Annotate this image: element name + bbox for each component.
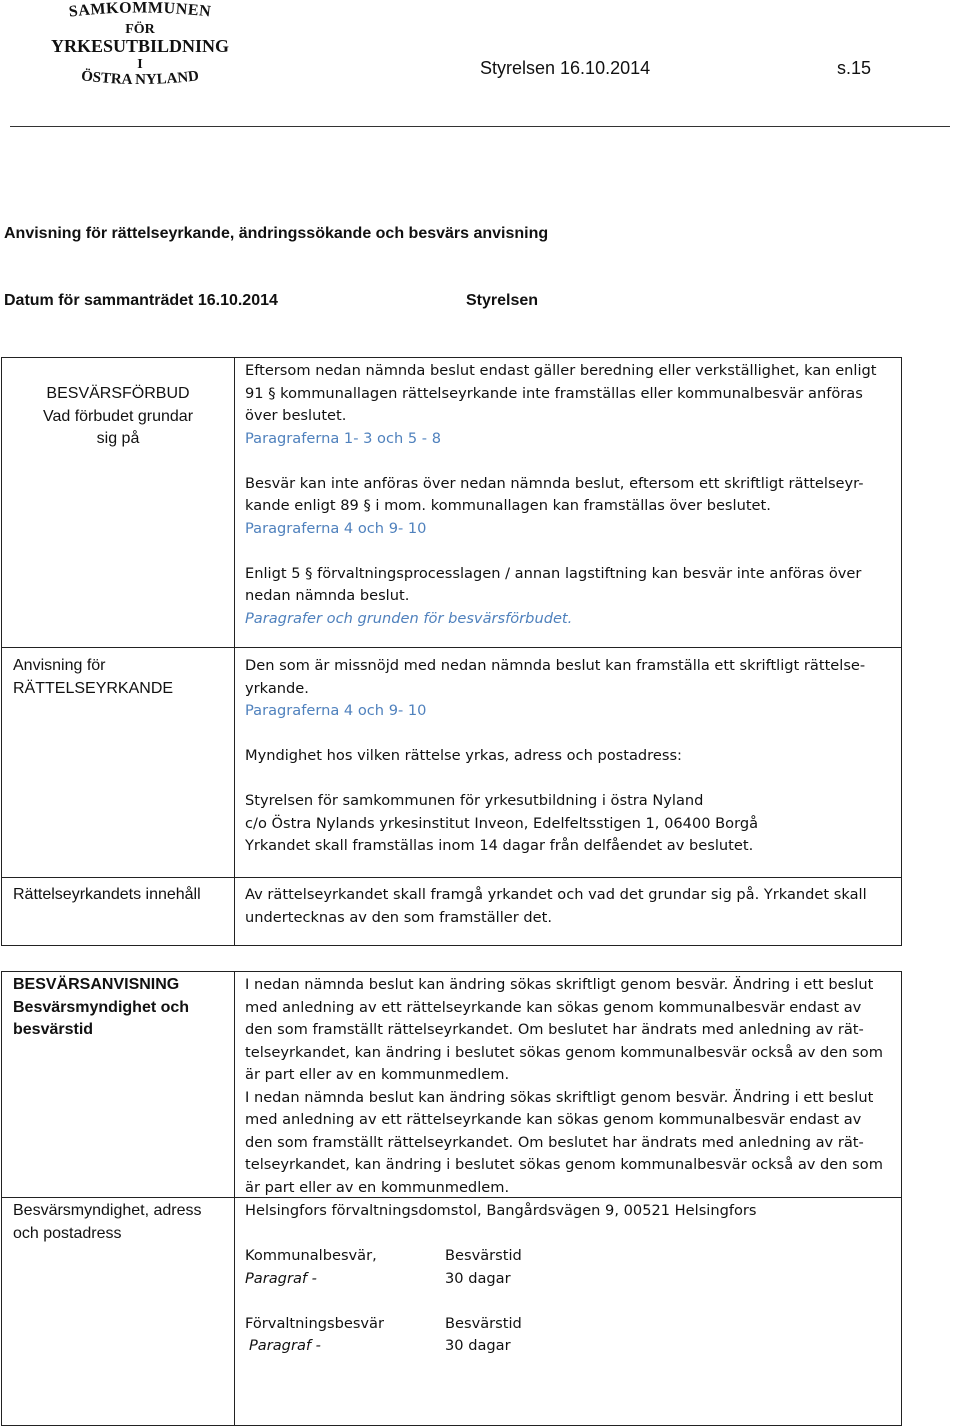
besvarsanvisning-text xyxy=(245,974,893,1199)
text-line: telseyrkandet, kan ändring i beslutet sökas genom kommunalbesvär också av den som xyxy=(245,1043,883,1061)
text-line: Den som är missnöjd med nedan nämnda beslut kan framställa ett skriftligt rättelse- xyxy=(245,657,866,674)
logo-line-1: SAMKOMMUNEN xyxy=(67,0,212,21)
besvarsmyndighet-label-line: Besvärsmyndighet, adress xyxy=(13,1202,202,1219)
svg-text:SAMKOMMUNEN xyxy=(68,0,212,21)
besvarsmyndighet-label xyxy=(13,1200,202,1245)
text-line: kande enligt 89 § i mom. kommunallagen kan framställas över beslutet. xyxy=(245,497,771,514)
paragraph-reference: Paragraferna 4 och 9- 10 xyxy=(245,519,427,537)
rattelse-text-cell xyxy=(235,648,902,878)
logo-line-5: ÖSTRA NYLAND xyxy=(80,68,200,89)
text-line: den som framställt rättelseyrkandet. Om beslutet har ändrats med anledning av rät- xyxy=(245,1133,864,1151)
text-line: med anledning av ett rättelseyrkande kan sökas genom kommunalbesvär endast av xyxy=(245,998,862,1016)
besvarsforbud-label xyxy=(2,383,234,451)
text-line: I nedan nämnda beslut kan ändring sökas skriftligt genom besvär. Ändring i ett beslut xyxy=(245,1088,874,1106)
paragraph-reference: Paragraferna 4 och 9- 10 xyxy=(245,702,427,719)
besvarsanvisning-sub-line: besvärstid xyxy=(13,1021,94,1038)
innehall-label: Rättelseyrkandets innehåll xyxy=(13,886,201,903)
paragraph-reference: Paragrafer och grunden för besvärsförbudet. xyxy=(245,609,573,627)
appeal-type: Kommunalbesvär, xyxy=(245,1247,377,1264)
besvarsforbud-label-cell xyxy=(2,358,235,648)
appeal-period-label: Besvärstid xyxy=(445,1314,522,1332)
besvarsanvisning-heading: BESVÄRSANVISNING xyxy=(13,976,180,993)
appeal-paragraph: Paragraf - xyxy=(249,1337,321,1354)
besvarsanvisning-label xyxy=(13,974,189,1042)
innehall-text-cell xyxy=(235,878,902,946)
organization-logo xyxy=(40,0,240,100)
meeting-date: Datum för sammanträdet 16.10.2014 xyxy=(4,292,278,309)
document-title: Anvisning för rättelseyrkande, ändringssökande och besvärs anvisning xyxy=(4,225,549,242)
besvarsforbud-text-cell xyxy=(235,358,902,648)
text-line: den som framställt rättelseyrkandet. Om beslutet har ändrats med anledning av rät- xyxy=(245,1021,864,1038)
besvarsmyndighet-label-line: och postadress xyxy=(13,1224,122,1242)
text-line: Enligt 5 § förvaltningsprocesslagen / annan lagstiftning kan besvär inte anföras över xyxy=(245,564,862,582)
besvarsanvisning-sub-line: Besvärsmyndighet och xyxy=(13,998,190,1016)
meeting-body: Styrelsen xyxy=(466,292,539,309)
rattelse-label-line: Anvisning för xyxy=(13,657,106,674)
besvarsmyndighet-text-cell xyxy=(235,1198,902,1426)
logo-line-2: FÖR xyxy=(125,22,155,37)
text-line: undertecknas av den som framställer det. xyxy=(245,908,552,926)
rattelse-label xyxy=(13,655,173,700)
rattelse-label-cell xyxy=(2,648,235,878)
text-line: yrkande. xyxy=(245,679,309,697)
besvarsmyndighet-label-cell xyxy=(2,1198,235,1426)
besvarsforbud-heading: BESVÄRSFÖRBUD xyxy=(46,385,190,402)
appeal-period: 30 dagar xyxy=(445,1337,511,1354)
page-number: s.15 xyxy=(837,58,872,78)
appeal-period-label: Besvärstid xyxy=(445,1247,522,1264)
text-line: Eftersom nedan nämnda beslut endast gäller beredning eller verkställighet, kan enligt xyxy=(245,362,877,379)
text-line: är part eller av en kommunmedlem. xyxy=(245,1066,510,1083)
address-line: c/o Östra Nylands yrkesinstitut Inveon, Edelfeltsstigen 1, 06400 Borgå xyxy=(245,814,759,832)
innehall-text xyxy=(245,884,893,929)
besvarsforbud-label-line: sig på xyxy=(96,430,140,447)
besvarsforbud-label-line: Vad förbudet grundar xyxy=(42,407,194,425)
rattelse-text xyxy=(245,655,893,858)
text-line: Myndighet hos vilken rättelse yrkas, adress och postadress: xyxy=(245,747,682,764)
court-address: Helsingfors förvaltningsdomstol, Bangårdsvägen 9, 00521 Helsingfors xyxy=(245,1202,757,1219)
appeal-table xyxy=(1,971,902,1426)
appeal-paragraph: Paragraf - xyxy=(245,1269,317,1287)
document-info: Styrelsen 16.10.2014 xyxy=(480,58,651,78)
address-line: Styrelsen för samkommunen för yrkesutbildning i östra Nyland xyxy=(245,792,704,809)
rectification-table xyxy=(1,357,902,946)
rattelse-label-line: RÄTTELSEYRKANDE xyxy=(13,679,174,697)
besvarsforbud-text xyxy=(245,360,893,630)
address-line: Yrkandet skall framställas inom 14 dagar från delfåendet av beslutet. xyxy=(245,837,754,854)
text-line: nedan nämnda beslut. xyxy=(245,587,410,604)
header-rule xyxy=(10,126,950,127)
besvarsanvisning-text-cell xyxy=(235,972,902,1198)
innehall-label-cell xyxy=(2,878,235,946)
logo-line-3: YRKESUTBILDNING xyxy=(50,36,230,56)
kommunalbesvar-row xyxy=(245,1245,893,1290)
appeal-type: Förvaltningsbesvär xyxy=(245,1314,385,1332)
text-line: med anledning av ett rättelseyrkande kan sökas genom kommunalbesvär endast av xyxy=(245,1111,862,1128)
besvarsmyndighet-text xyxy=(245,1200,893,1358)
text-line: Av rättelseyrkandet skall framgå yrkandet och vad det grundar sig på. Yrkandet skall xyxy=(245,886,867,903)
besvarsanvisning-label-cell xyxy=(2,972,235,1198)
forvaltningsbesvar-row xyxy=(245,1313,893,1358)
text-line: över beslutet. xyxy=(245,407,347,424)
text-line: 91 § kommunallagen rättelseyrkande inte framställas eller kommunalbesvär anföras xyxy=(245,384,863,402)
text-line: telseyrkandet, kan ändring i beslutet sökas genom kommunalbesvär också av den som xyxy=(245,1156,883,1173)
logo-line-4: I xyxy=(137,57,143,72)
appeal-period: 30 dagar xyxy=(445,1269,511,1287)
paragraph-reference: Paragraferna 1- 3 och 5 - 8 xyxy=(245,429,441,447)
text-line: Besvär kan inte anföras över nedan nämnda beslut, eftersom ett skriftligt rättelseyr- xyxy=(245,474,864,492)
text-line: är part eller av en kommunmedlem. xyxy=(245,1178,510,1196)
text-line: I nedan nämnda beslut kan ändring sökas skriftligt genom besvär. Ändring i ett beslut xyxy=(245,976,874,993)
